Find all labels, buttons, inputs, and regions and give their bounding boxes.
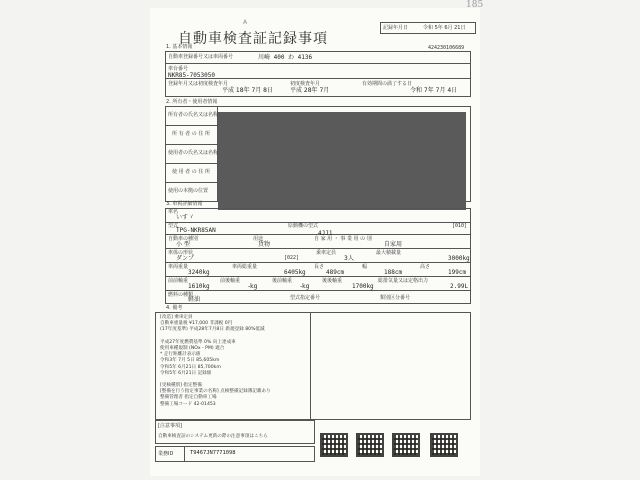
remark-line: 整備工場コード 42-01453: [160, 401, 216, 407]
business-label: 自 家 用 ・ 事 業 用 の 別: [314, 236, 372, 242]
remark-line: 整備管理者 指定自動車工場: [160, 395, 217, 401]
body-code: [022]: [284, 255, 300, 261]
notes-label: [注意事項]: [158, 423, 182, 429]
chassis-value: NKR85-7053050: [168, 72, 215, 79]
rear2-axle-label: 後後軸重: [322, 278, 343, 284]
expiry-label: 有効期間の満了する日: [362, 81, 413, 87]
chassis-label: 車台番号: [168, 66, 189, 72]
fuel-label: 燃料の種類: [168, 292, 194, 298]
width-label: 幅: [362, 264, 368, 270]
reg-number-value: 川崎 400 わ 4136: [258, 54, 313, 61]
displacement-label: 総排気量又は定格出力: [378, 278, 429, 284]
model-value: TPG-NKR85AN: [176, 227, 216, 234]
remark-line: 令和5年 6月21日 記録値: [160, 370, 212, 376]
engine-label: 原動機の型式: [288, 223, 319, 229]
rear-axle-label: 後前軸重: [272, 278, 293, 284]
maker-label: 車名: [168, 209, 179, 215]
remark-line: 令和5年 6月21日 85,700km: [160, 364, 221, 370]
engine-value: 4JJ1: [318, 230, 333, 237]
owner-name-label: 所有者の氏名又は名称: [168, 112, 219, 118]
reg-number-label: 自動車登録番号又は車両番号: [168, 54, 234, 60]
class-number-label: 類別区分番号: [380, 295, 411, 301]
cert-label: 初度検査年月: [290, 81, 321, 87]
kind-value: 小 型: [176, 241, 190, 248]
remarks-list: [160, 316, 308, 409]
qr-code-icon: [430, 433, 458, 457]
qr-code-icon: [320, 433, 348, 457]
front-axle-label: 前前軸重: [168, 278, 189, 284]
cert-value: 平成 28年 7月: [290, 87, 330, 94]
remark-line: 使用車種規制 (NOx・PM) 適合: [160, 345, 225, 351]
rear2-axle-value: 1700kg: [352, 283, 374, 290]
width-value: 188cm: [384, 269, 403, 276]
corner-note: 185: [466, 0, 484, 10]
user-address-label: 使 用 者 の 住 所: [172, 169, 210, 175]
body-value: ダンプ: [176, 255, 195, 262]
owner-address-label: 所 有 者 の 住 所: [172, 131, 210, 137]
type-number-label: 型式指定番号: [290, 295, 321, 301]
rear-axle-value: -kg: [300, 283, 310, 290]
maxload-value: 3000kg: [448, 255, 470, 262]
business-id-label: 業務ID: [158, 451, 174, 457]
use-label: 用途: [253, 236, 264, 242]
issue-date-value: 令和 5年 6月 21日: [423, 25, 466, 31]
remarks-section-title: 4. 備考: [166, 305, 183, 311]
vehicle-section-title: 3. 車両詳細情報: [166, 201, 203, 207]
displacement-value: 2.99L: [450, 283, 469, 290]
remark-line: [受検種別] 指定整備: [160, 383, 202, 389]
remark-line: (17年度基準) 平成28年7月8日 新規登録 80%低減: [160, 327, 265, 333]
issue-date-label: 記録年月日: [383, 25, 409, 31]
top-mark: A: [243, 19, 248, 26]
qr-code-icon: [356, 433, 384, 457]
expiry-value: 令和 7年 7月 4日: [410, 87, 458, 94]
height-value: 199cm: [448, 269, 467, 276]
document-number: 424230106689: [428, 45, 465, 51]
remark-line: 令和3年 7月 5日 85,605km: [160, 358, 220, 364]
capacity-label: 乗車定員: [316, 250, 337, 256]
remark-line: * 走行距離計表示値: [160, 352, 201, 358]
maker-value: いすゞ: [176, 214, 195, 221]
remark-line: [改造] 乗車定員: [160, 315, 193, 320]
notes-text: 自動車検査証のシステム更新の際の注意事項はこちら: [158, 434, 268, 439]
document-title: 自動車検査証記録事項: [178, 31, 328, 47]
front-axle-value: 1610kg: [188, 283, 210, 290]
base-location-label: 使用の本拠の位置: [168, 188, 209, 194]
front2-axle-label: 前後軸重: [220, 278, 241, 284]
remark-line: 平成27年度燃費基準 0% 向上達成車: [160, 339, 236, 345]
first-reg-value: 平成 18年 7月 8日: [222, 87, 273, 94]
maxload-label: 最大積載量: [376, 250, 402, 256]
qr-code-icon: [392, 433, 420, 457]
user-name-label: 使用者の氏名又は名称: [168, 150, 219, 156]
front2-axle-value: -kg: [248, 283, 258, 290]
business-value: 自家用: [384, 241, 403, 248]
kind-label: 自動車の種別: [168, 236, 199, 242]
remark-line: 自動車重量税 ¥17,000 非課税 0円: [160, 321, 233, 327]
first-reg-label: 登録年月又は初度検査年月: [168, 81, 229, 87]
vehicle-weight-value: 3240kg: [188, 269, 210, 276]
remark-line: [整備を行う指定事業の名称] 点検整備記録簿記載あり: [160, 389, 271, 395]
model-code: [010]: [452, 223, 468, 229]
gross-weight-value: 6405kg: [284, 269, 306, 276]
owner-section-title: 2. 所有者・使用者情報: [166, 99, 218, 105]
capacity-value: 3人: [344, 255, 354, 262]
redacted-area: [218, 112, 466, 210]
gross-weight-label: 車両総重量: [232, 264, 258, 270]
length-value: 489cm: [326, 269, 345, 276]
use-value: 貨物: [258, 241, 271, 248]
business-id-value: T9467JN7771098: [190, 450, 236, 456]
height-label: 高さ: [420, 264, 431, 270]
fuel-value: 軽油: [188, 296, 201, 303]
vehicle-weight-label: 車両重量: [168, 264, 189, 270]
model-label: 型式: [168, 223, 179, 229]
length-label: 長さ: [314, 264, 325, 270]
body-label: 車体の形状: [168, 250, 194, 256]
basic-section-title: 1. 基本情報: [166, 44, 193, 50]
